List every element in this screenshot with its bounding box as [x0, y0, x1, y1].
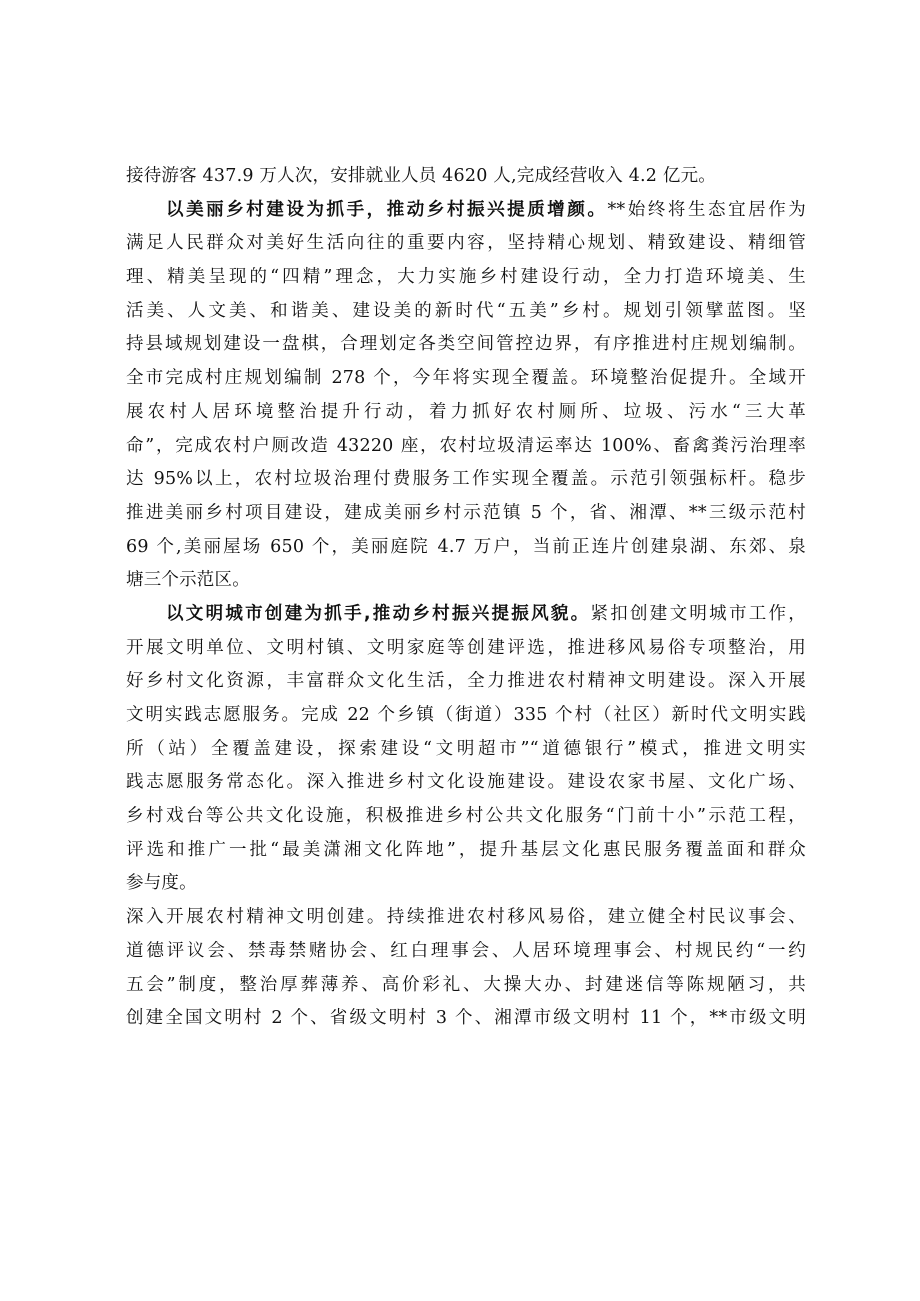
document-page	[126, 160, 806, 1036]
section-heading: 以美丽乡村建设为抓手，推动乡村振兴提质增颜。	[166, 199, 608, 220]
body-text: 紧扣创建文明城市工作，	[590, 603, 806, 624]
body-line: 理、精美呈现的“四精”理念，大力实施乡村建设行动，全力打造环境美、生	[126, 267, 806, 288]
body-line: 持县域规划建设一盘棋，合理划定各类空间管控边界，有序推进村庄规划编制。	[126, 334, 806, 355]
body-line: 塘三个示范区。	[126, 570, 250, 591]
section-heading-line	[126, 194, 806, 228]
body-line: 创建全国文明村 2 个、省级文明村 3 个、湘潭市级文明村 11 个，**市级文明	[126, 1008, 806, 1029]
body-line: 好乡村文化资源，丰富群众文化生活，全力推进农村精神文明建设。深入开展	[126, 671, 806, 692]
body-line: 乡村戏台等公共文化设施，积极推进乡村公共文化服务“门前十小”示范工程，	[126, 806, 806, 827]
body-line: 文明实践志愿服务。完成 22 个乡镇（街道）335 个村（社区）新时代文明实践	[126, 705, 806, 725]
body-line: 所（站）全覆盖建设，探索建设“文明超市”“道德银行”模式，推进文明实	[126, 738, 806, 759]
body-text: **始终将生态宜居作为	[607, 199, 806, 220]
body-line: 69 个,美丽屋场 650 个，美丽庭院 4.7 万户，当前正连片创建泉湖、东郊、泉	[126, 536, 806, 557]
body-line: 五会”制度，整治厚葬薄养、高价彩礼、大操大办、封建迷信等陈规陋习，共	[126, 974, 806, 995]
body-line: 参与度。	[126, 873, 197, 894]
body-line: 评选和推广一批“最美潇湘文化阵地”，提升基层文化惠民服务覆盖面和群众	[126, 839, 806, 860]
body-line: 接待游客 437.9 万人次，安排就业人员 4620 人,完成经营收入 4.2 亿元。	[126, 166, 717, 186]
body-line: 活美、人文美、和谐美、建设美的新时代“五美”乡村。规划引领擘蓝图。坚	[126, 300, 806, 321]
body-line: 开展文明单位、文明村镇、文明家庭等创建评选，推进移风易俗专项整治，用	[126, 637, 806, 658]
body-line: 满足人民群众对美好生活向往的重要内容，坚持精心规划、精致建设、精细管	[126, 233, 806, 254]
section-heading-line	[126, 598, 806, 632]
body-line: 达 95%以上，农村垃圾治理付费服务工作实现全覆盖。示范引领强标杆。稳步	[126, 469, 806, 490]
body-line: 全市完成村庄规划编制 278 个，今年将实现全覆盖。环境整治促提升。全域开	[126, 368, 806, 389]
body-line: 践志愿服务常态化。深入推进乡村文化设施建设。建设农家书屋、文化广场、	[126, 772, 806, 793]
body-line: 深入开展农村精神文明创建。持续推进农村移风易俗，建立健全村民议事会、	[126, 907, 806, 928]
body-line: 命”，完成农村户厕改造 43220 座，农村垃圾清运率达 100%、畜禽粪污治理率	[126, 435, 806, 456]
section-heading: 以文明城市创建为抓手,推动乡村振兴提振风貌。	[166, 603, 591, 624]
body-line: 展农村人居环境整治提升行动，着力抓好农村厕所、垃圾、污水“三大革	[126, 401, 806, 422]
body-line: 推进美丽乡村项目建设，建成美丽乡村示范镇 5 个，省、湘潭、**三级示范村	[126, 502, 806, 523]
body-line: 道德评议会、禁毒禁赌协会、红白理事会、人居环境理事会、村规民约“一约	[126, 940, 806, 961]
